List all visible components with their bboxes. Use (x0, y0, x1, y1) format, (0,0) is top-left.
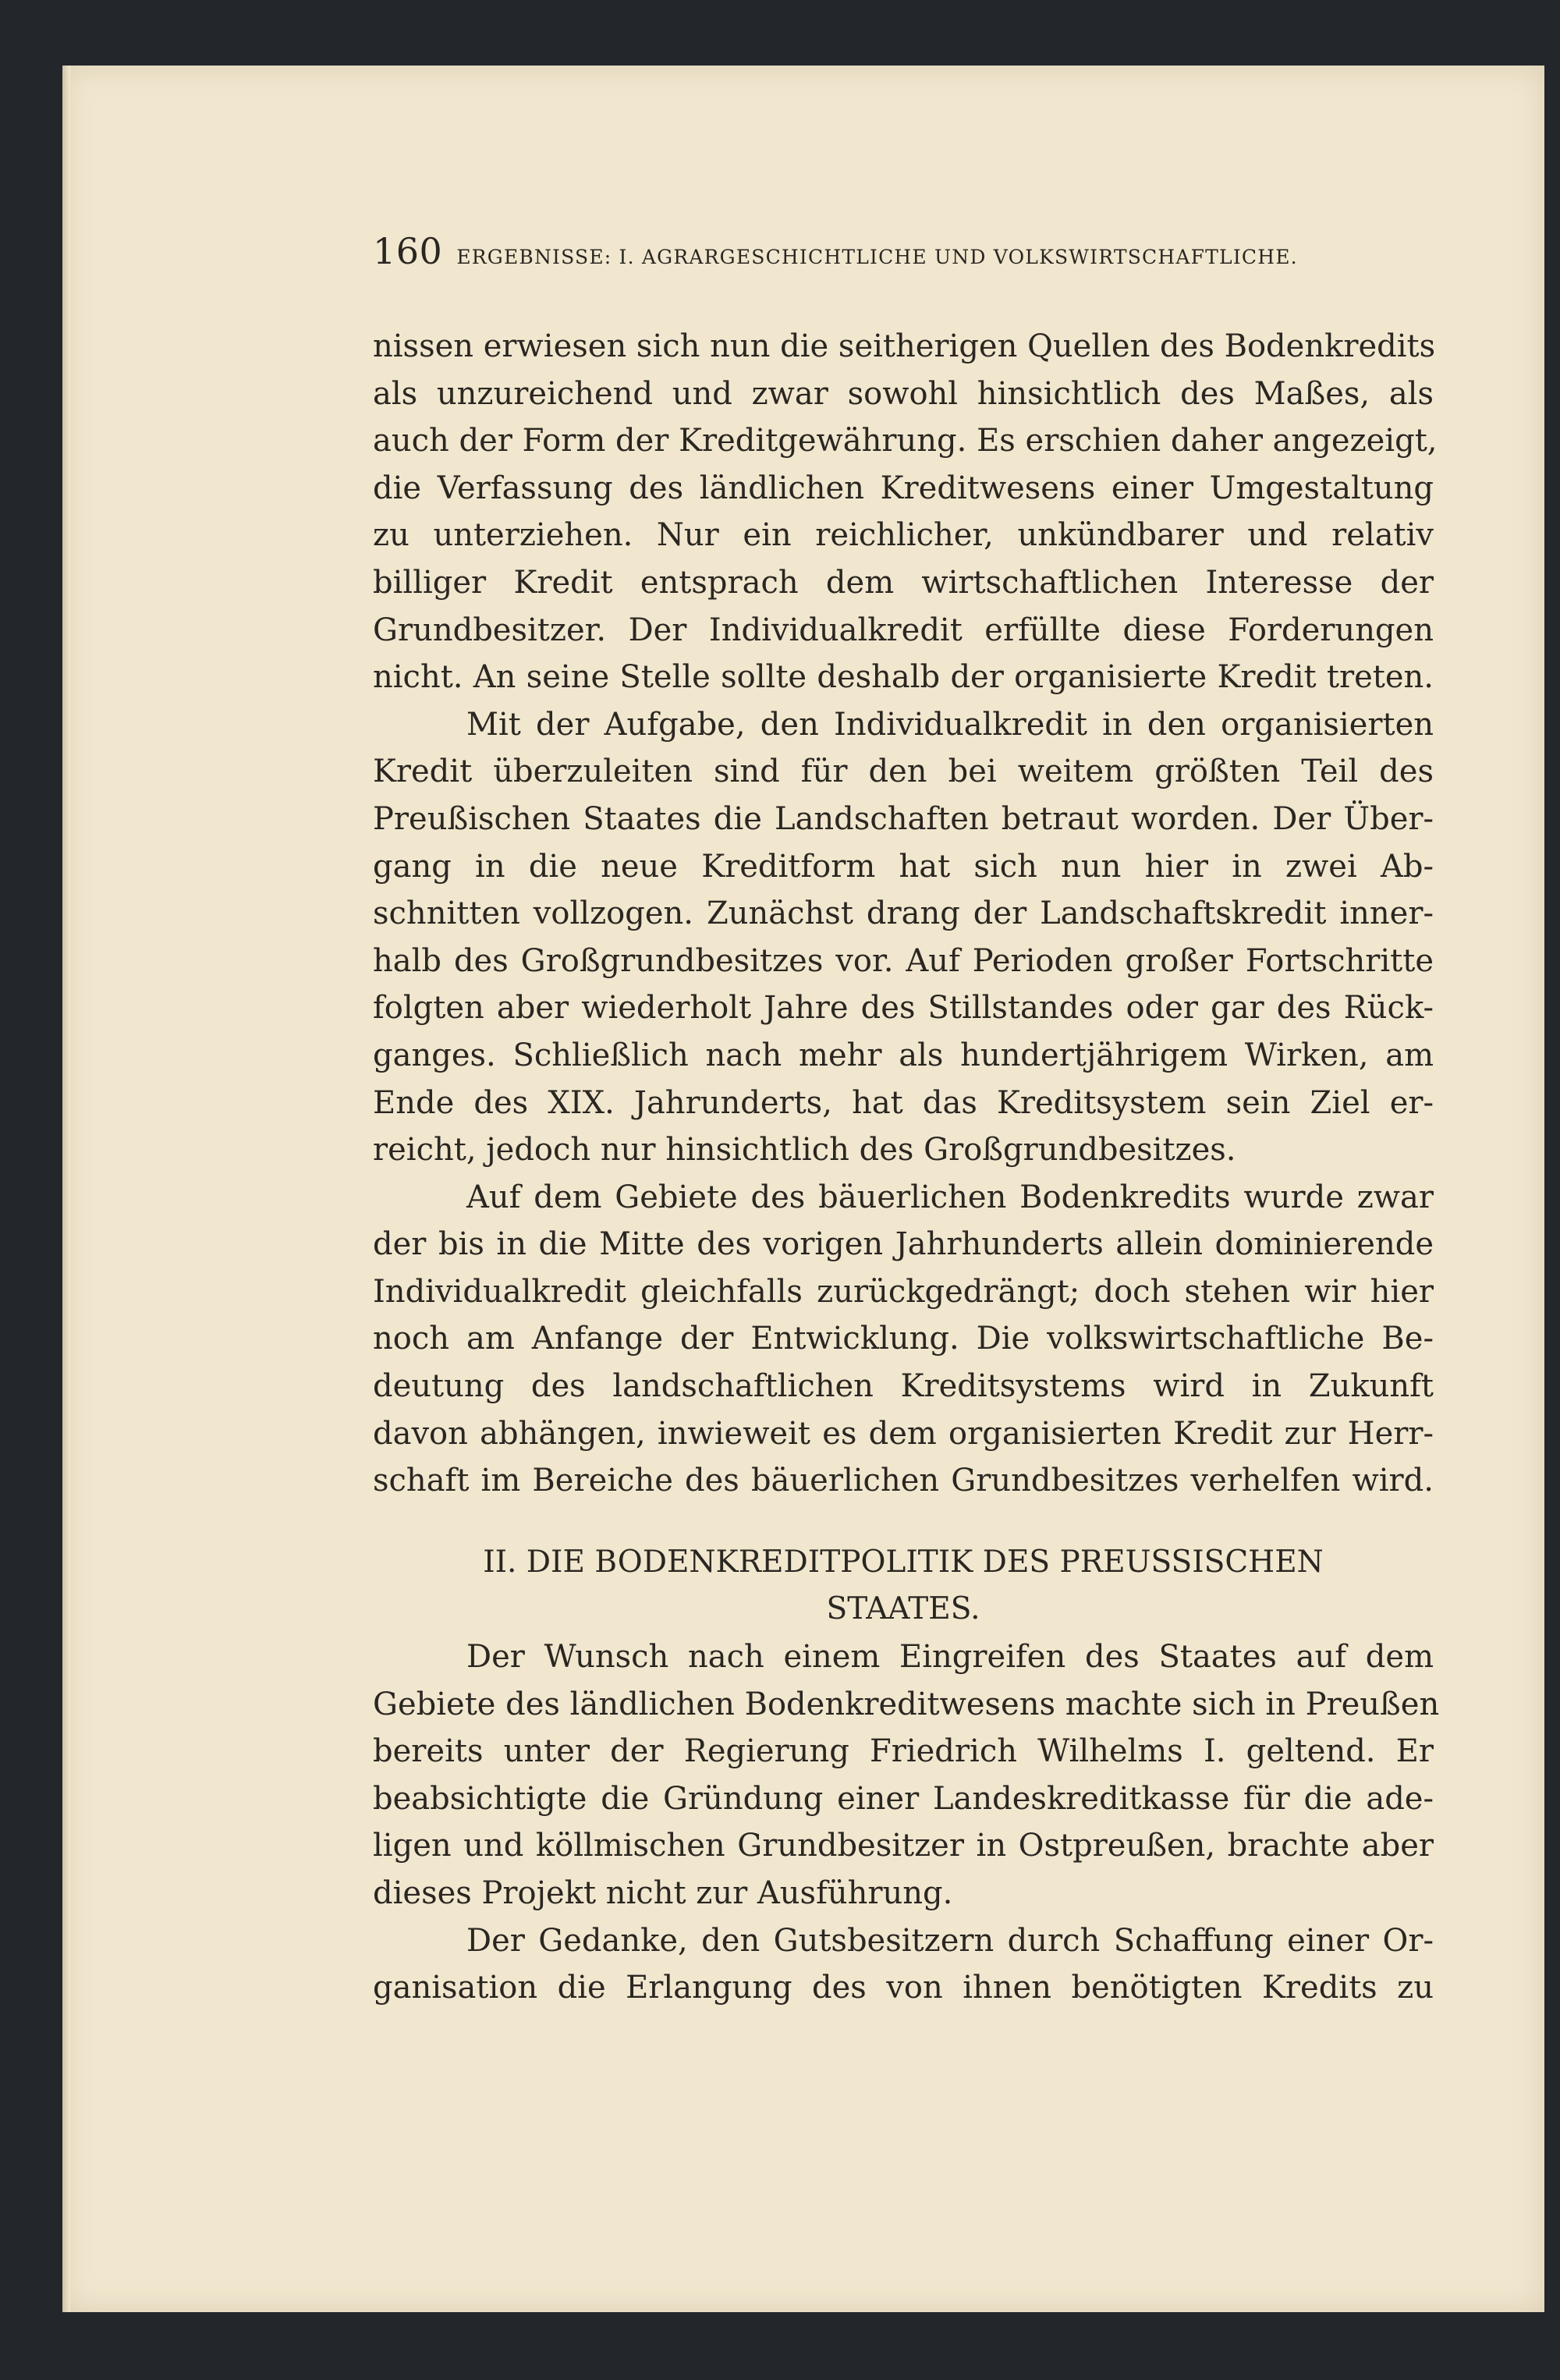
paragraph (373, 1174, 1434, 1505)
running-title: ERGEBNISSE: I. AGRARGESCHICHTLICHE UND VOLKSWIRTSCHAFTLICHE. (456, 246, 1298, 268)
text-line: die Verfassung des ländlichen Kreditwesens einer Umgestaltung (373, 470, 1434, 506)
text-line: zu unterziehen. Nur ein reichlicher, unkündbarer und relativ (373, 517, 1434, 554)
text-line: bereits unter der Regierung Friedrich Wilhelms I. geltend. Er (373, 1733, 1434, 1770)
running-head (373, 231, 1434, 278)
page-gutter-edge (62, 66, 70, 2312)
paragraph (373, 323, 1438, 701)
text-line: schnitten vollzogen. Zunächst drang der Landschaftskredit inner- (373, 896, 1434, 932)
text-line: beabsichtigte die Gründung einer Landeskreditkasse für die ade- (373, 1780, 1434, 1817)
paragraph (373, 1917, 1434, 2012)
text-line: Preußischen Staates die Landschaften betraut worden. Der Über- (373, 800, 1434, 837)
text-line: Kredit überzuleiten sind für den bei weitem größten Teil des (373, 754, 1434, 790)
text-line: Der Wunsch nach einem Eingreifen des Staates auf dem (466, 1639, 1434, 1676)
text-line: Individualkredit gleichfalls zurückgedrängt; doch stehen wir hier (373, 1273, 1434, 1310)
text-line: Gebiete des ländlichen Bodenkreditwesens machte sich in Preußen (373, 1686, 1440, 1722)
text-line: ganges. Schließlich nach mehr als hundertjährigem Wirken, am (373, 1037, 1434, 1073)
text-line: nissen erwiesen sich nun die seitherigen Quellen des Bodenkredits (373, 328, 1436, 364)
text-line: halb des Großgrundbesitzes vor. Auf Perioden großer Fortschritte (373, 942, 1434, 979)
text-line: billiger Kredit entsprach dem wirtschaftlichen Interesse der (373, 564, 1434, 601)
text-line: Auf dem Gebiete des bäuerlichen Bodenkredits wurde zwar (466, 1179, 1434, 1215)
text-line: als unzureichend und zwar sowohl hinsichtlich des Maßes, als (373, 375, 1434, 412)
text-line: nicht. An seine Stelle sollte deshalb der organisierte Kredit treten. (373, 659, 1434, 696)
section-heading-line-2: STAATES. (826, 1591, 980, 1627)
text-line: ganisation die Erlangung des von ihnen benötigten Kredits zu (373, 1970, 1434, 2006)
text-line: davon abhängen, inwieweit es dem organisierten Kredit zur Herr- (373, 1415, 1434, 1452)
paragraph (373, 1633, 1440, 1917)
text-line: ligen und köllmischen Grundbesitzer in Ostpreußen, brachte aber (373, 1828, 1434, 1864)
text-line: schaft im Bereiche des bäuerlichen Grundbesitzes verhelfen wird. (373, 1463, 1434, 1499)
text-line: folgten aber wiederholt Jahre des Stillstandes oder gar des Rück- (373, 990, 1434, 1027)
text-line: Mit der Aufgabe, den Individualkredit in den organisierten (466, 706, 1434, 743)
paragraph (373, 701, 1434, 1174)
body-text (373, 323, 1440, 2012)
text-line: deutung des landschaftlichen Kreditsystems wird in Zukunft (373, 1368, 1434, 1405)
text-line: Der Gedanke, den Gutsbesitzern durch Schaffung einer Or- (466, 1922, 1434, 1959)
heading-spacer (373, 1505, 1434, 1539)
section-heading (373, 1539, 1434, 1633)
page-number: 160 (373, 230, 443, 272)
text-line: gang in die neue Kreditform hat sich nun hier in zwei Ab- (373, 848, 1434, 885)
text-line: Grundbesitzer. Der Individualkredit erfüllte diese Forderungen (373, 612, 1434, 648)
text-line: Ende des XIX. Jahrunderts, hat das Kreditsystem sein Ziel er- (373, 1084, 1434, 1121)
text-line: dieses Projekt nicht zur Ausführung. (373, 1875, 953, 1911)
section-heading-line-1: II. DIE BODENKREDITPOLITIK DES PREUSSISCHEN (483, 1544, 1324, 1580)
text-line: auch der Form der Kreditgewährung. Es erschien daher angezeigt, (373, 423, 1438, 459)
text-line: noch am Anfange der Entwicklung. Die volkswirtschaftliche Be- (373, 1321, 1434, 1357)
text-line: der bis in die Mitte des vorigen Jahrhunderts allein dominierende (373, 1226, 1434, 1263)
text-line: reicht, jedoch nur hinsichtlich des Großgrundbesitzes. (373, 1132, 1236, 1169)
